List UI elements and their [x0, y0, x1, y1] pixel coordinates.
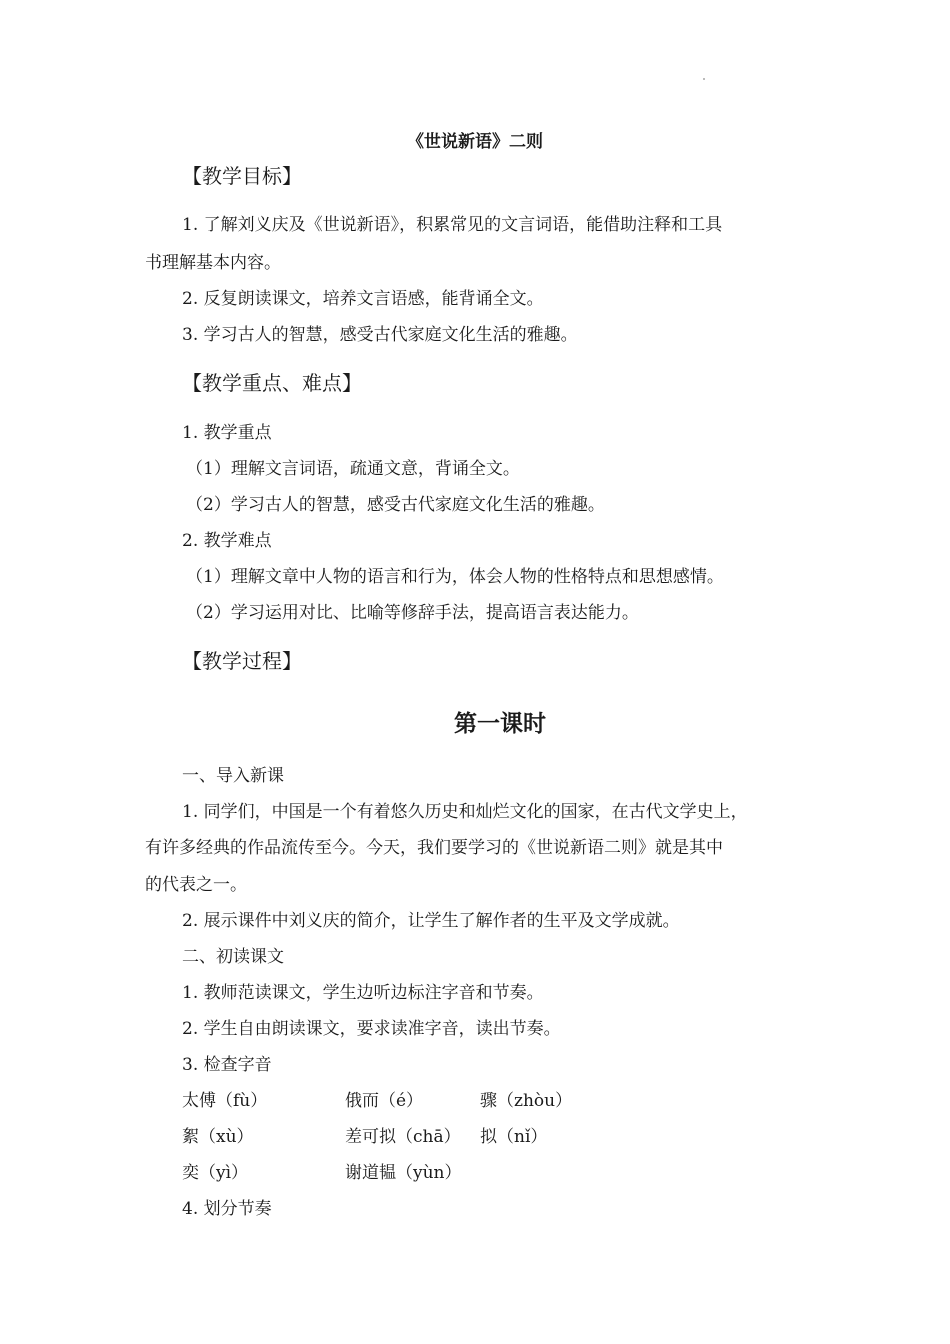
pronunciation-item: 奕（yì）	[182, 1163, 249, 1183]
pronunciation-item: 俄而（é）	[345, 1091, 424, 1111]
objective-2: 2. 反复朗读课文，培养文言语感，能背诵全文。	[182, 289, 544, 309]
pronunciation-item: 絮（xù）	[182, 1127, 254, 1147]
scan-speck	[703, 78, 705, 80]
pronunciation-item: 拟（nǐ）	[480, 1127, 548, 1147]
reading-step-3: 3. 检查字音	[182, 1055, 272, 1075]
part-1-title: 一、导入新课	[182, 766, 284, 786]
pronunciation-item: 谢道韫（yùn）	[345, 1163, 462, 1183]
part-2-title: 二、初读课文	[182, 947, 284, 967]
process-heading: 【教学过程】	[182, 649, 302, 673]
focus-item-2: （2）学习古人的智慧，感受古代家庭文化生活的雅趣。	[186, 495, 605, 515]
intro-item-2: 2. 展示课件中刘义庆的简介，让学生了解作者的生平及文学成就。	[182, 911, 680, 931]
intro-paragraph-line-3: 的代表之一。	[145, 875, 247, 895]
difficulty-item-1: （1）理解文章中人物的语言和行为，体会人物的性格特点和思想感情。	[186, 567, 724, 587]
focus-label: 1. 教学重点	[182, 423, 272, 443]
objective-1-line-2: 书理解基本内容。	[145, 253, 281, 273]
reading-step-1: 1. 教师范读课文，学生边听边标注字音和节奏。	[182, 983, 544, 1003]
objective-1-line-1: 1. 了解刘义庆及《世说新语》，积累常见的文言词语，能借助注释和工具	[182, 215, 723, 235]
difficulty-item-2: （2）学习运用对比、比喻等修辞手法，提高语言表达能力。	[186, 603, 639, 623]
intro-paragraph-line-2: 有许多经典的作品流传至今。今天，我们要学习的《世说新语二则》就是其中	[145, 838, 723, 858]
objective-3: 3. 学习古人的智慧，感受古代家庭文化生活的雅趣。	[182, 325, 578, 345]
pronunciation-item: 骤（zhòu）	[480, 1091, 573, 1111]
intro-paragraph-line-1: 1. 同学们，中国是一个有着悠久历史和灿烂文化的国家，在古代文学史上，	[182, 802, 748, 822]
key-points-heading: 【教学重点、难点】	[182, 371, 362, 395]
focus-item-1: （1）理解文言词语，疏通文意，背诵全文。	[186, 459, 520, 479]
document-title: 《世说新语》二则	[407, 132, 543, 152]
difficulty-label: 2. 教学难点	[182, 531, 272, 551]
reading-step-4: 4. 划分节奏	[182, 1199, 272, 1219]
lesson-title: 第一课时	[454, 710, 546, 737]
pronunciation-item: 差可拟（chā）	[345, 1127, 461, 1147]
objectives-heading: 【教学目标】	[182, 164, 302, 188]
reading-step-2: 2. 学生自由朗读课文，要求读准字音，读出节奏。	[182, 1019, 561, 1039]
pronunciation-item: 太傅（fù）	[182, 1091, 268, 1111]
